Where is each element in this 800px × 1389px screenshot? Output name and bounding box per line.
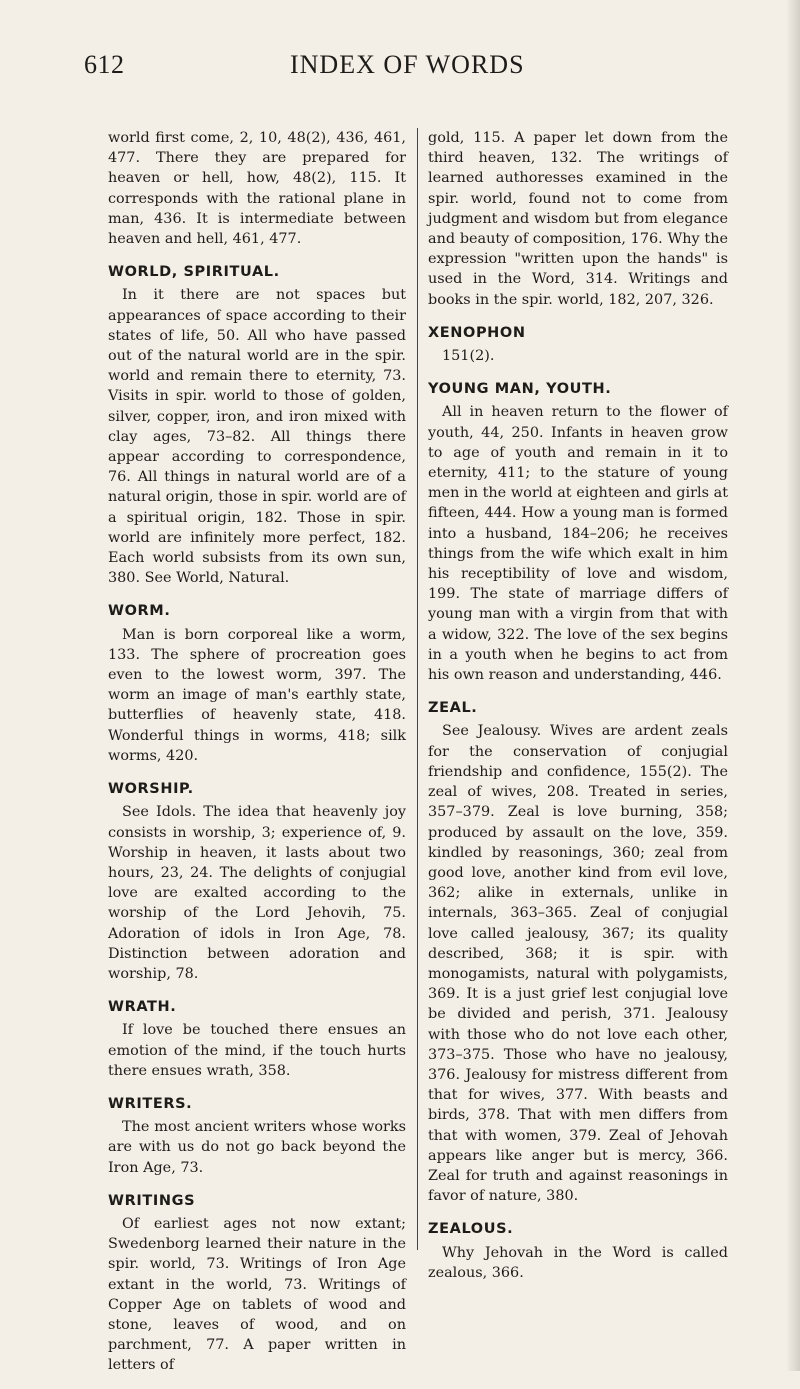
index-entry-writings [108, 1191, 406, 1376]
entry-heading: WRATH. [108, 999, 177, 1016]
entry-text: Man is born corporeal like a worm, 133. The sphere of procreation goes even to the lowest worm, 397. The worm an image of man's earthly state, butterflies of heavenly state, 418. Wonderful things in worms, 418; silk worms, 420. [108, 626, 406, 764]
entry-text: Why Jehovah in the Word is called zealous, 366. [428, 1244, 728, 1281]
index-entry-young-man [428, 379, 728, 685]
running-title: INDEX OF WORDS [290, 50, 525, 79]
entry-text: See Jealousy. Wives are ardent zeals for the conservation of conjugial friendship and confidence, 155(2). The zeal of wives, 208. Treated in series, 357–379. Zeal is love burning, 358; produced by assault on the love, 359. kindled by reasonings, 360; zeal from good love, another kind from evil love, 362; alike in externals, unlike in internals, 363–365. Zeal of conjugial love called jealousy, 367; its quality described, 368; it is spir. with monogamists, natural with polygamists, 369. It is a just grief lest conjugial love be divided and perish, 371. Jealousy with those who do not love each other, 373–375. Those who have no jealousy, 376. Jealousy for mistress different from that for wives, 377. With beasts and birds, 378. That with men differs from that with women, 379. Zeal of Jehovah appears like anger but is mercy, 366. Zeal for truth and against reasonings in favor of nature, 380. [428, 723, 728, 1205]
entry-text: Of earliest ages not now extant; Swedenborg learned their nature in the spir. world, 73. Writings of Iron Age extant in the world, 73. Writings of Copper Age on tablets of wood and stone, leaves of wood, and on parchment, 77. A paper written in letters of [108, 1215, 406, 1374]
entry-text: The most ancient writers whose works are with us do not go back beyond the Iron Age, 73. [108, 1119, 406, 1176]
entry-text: 151(2). [442, 348, 495, 365]
entry-text: In it there are not spaces but appearances of space according to their states of life, 50. All who have passed out of the natural world are in the spir. world and remain there to eternity, 73. Visits in spir. world to those of golden, silver, copper, iron, and iron mixed with clay ages, 73–82. All things there appear according to correspondence, 76. All things in natural world are of a natural origin, those in spir. world are of a spiritual origin, 182. Those in spir. world are infinitely more perfect, 182. Each world subsists from its own sun, 380. See World, Natural. [108, 287, 406, 587]
entry-heading: ZEAL. [428, 700, 478, 717]
entry-text: See Idols. The idea that heavenly joy consists in worship, 3; experience of, 9. Worship in heaven, it lasts about two hours, 23, 24. The delights of conjugial love are exalted according to the worship of the Lord Jehovih, 75. Adoration of idols in Iron Age, 78. Distinction between adoration and worship, 78. [108, 804, 406, 982]
column-divider [417, 128, 418, 1250]
entry-text: If love be touched there ensues an emotion of the mind, if the touch hurts there ensues wrath, 358. [108, 1022, 406, 1079]
index-entry-world-continued [108, 128, 406, 249]
page-edge-shadow [786, 0, 800, 1371]
entry-heading: WRITERS. [108, 1095, 193, 1112]
entry-heading: ZEALOUS. [428, 1221, 514, 1238]
index-entry-zeal [428, 698, 728, 1206]
entry-heading: YOUNG MAN, YOUTH. [428, 381, 612, 398]
index-entry-writings-continued [428, 128, 728, 310]
entry-text: All in heaven return to the flower of youth, 44, 250. Infants in heaven grow to age of youth and remain in it to eternity, 411; to the stature of young men in the world at eighteen and girls at fifteen, 444. How a young man is formed into a husband, 184–206; he receives things from the wife which exalt in him his receptibility of love and wisdom, 199. The state of marriage differs of young man with a virgin from that with a widow, 322. The love of the sex begins in a youth when he begins to act from his own reason and understanding, 446. [428, 404, 728, 684]
index-entry-wrath [108, 997, 406, 1081]
entry-heading: WORM. [108, 603, 171, 620]
page-header [0, 42, 800, 82]
index-entry-xenophon [428, 323, 728, 366]
index-entry-writers [108, 1094, 406, 1178]
right-column [428, 128, 728, 1296]
index-entry-zealous [428, 1219, 728, 1283]
index-entry-world-spiritual [108, 262, 406, 588]
entry-text: world first come, 2, 10, 48(2), 436, 461, 477. There they are prepared for heaven or hell, how, 48(2), 115. It corresponds with the rational plane in man, 436. It is intermediate between heaven and hell, 461, 477. [108, 130, 406, 248]
entry-heading: WORLD, SPIRITUAL. [108, 264, 280, 281]
entry-heading: WORSHIP. [108, 781, 194, 798]
index-entry-worm [108, 601, 406, 766]
left-column [108, 128, 406, 1389]
index-entry-worship [108, 779, 406, 984]
entry-heading: XENOPHON [428, 324, 526, 341]
entry-heading: WRITINGS [108, 1192, 196, 1209]
entry-text: gold, 115. A paper let down from the third heaven, 132. The writings of learned authoresses examined in the spir. world, found not to come from judgment and wisdom but from elegance and beauty of composition, 176. Why the expression "written upon the hands" is used in the Word, 314. Writings and books in the spir. world, 182, 207, 326. [428, 130, 728, 308]
page-number: 612 [84, 50, 125, 79]
